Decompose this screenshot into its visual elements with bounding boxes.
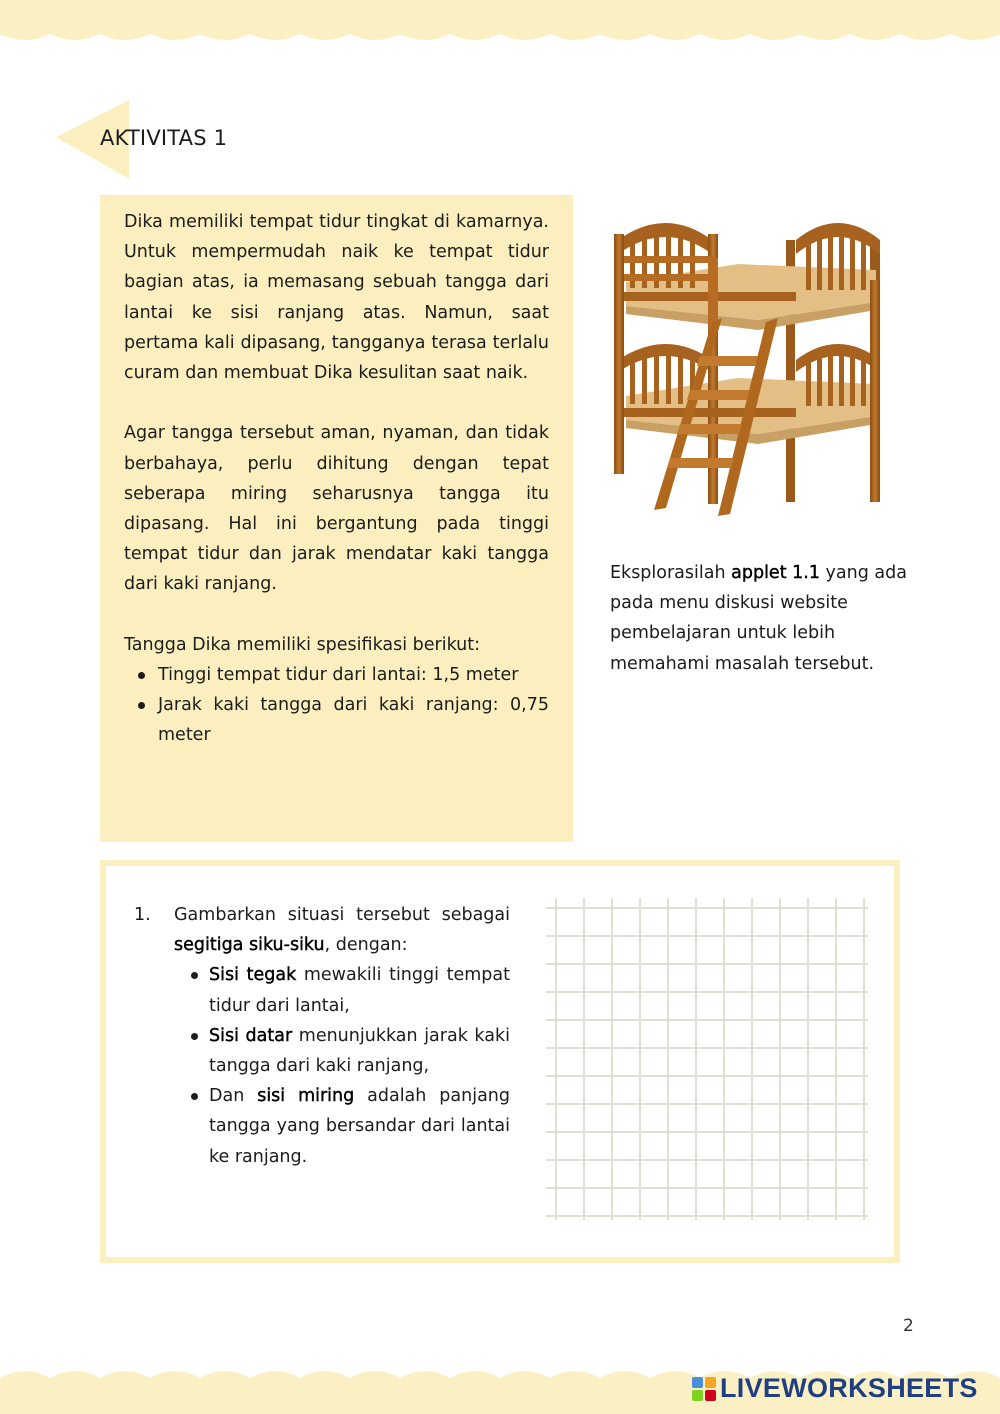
top-wave-border <box>0 0 1000 48</box>
story-paragraph-2: Agar tangga tersebut aman, nyaman, dan tidak berbahaya, perlu dihitung dengan tepat seberapa miring seharusnya tangga itu dipasang. Hal ini bergantung pada tinggi tempat tidur dan jarak mendatar kaki tangga dari kaki ranjang. <box>124 423 549 595</box>
applet-link[interactable]: applet 1.1 <box>731 563 820 583</box>
task-number: 1. <box>134 905 151 925</box>
drawing-grid[interactable] <box>546 898 868 1220</box>
task-intro: Gambarkan situasi tersebut sebagai segitiga siku-siku, dengan: <box>174 905 510 956</box>
brand-name: LIVEWORKSHEETS <box>720 1373 978 1403</box>
spec-list <box>124 660 549 751</box>
story-box <box>100 195 573 842</box>
bunk-bed-illustration <box>608 210 894 526</box>
criteria-vertical-side: Sisi tegak mewakili tinggi tempat tidur dari lantai, <box>209 960 510 1020</box>
activity-heading <box>56 100 356 180</box>
task-box <box>100 860 900 1263</box>
activity-title: AKTIVITAS 1 <box>100 126 228 150</box>
task-1 <box>134 900 510 1172</box>
criteria-horizontal-side: Sisi datar menunjukkan jarak kaki tangga dari kaki ranjang, <box>209 1021 510 1081</box>
spec-intro: Tangga Dika memiliki spesifikasi berikut: <box>124 634 481 655</box>
liveworksheets-icon <box>692 1377 716 1401</box>
page-number: 2 <box>903 1316 914 1336</box>
spec-item-distance: Jarak kaki tangga dari kaki ranjang: 0,75 meter <box>158 690 549 750</box>
applet-note: Eksplorasilah applet 1.1 yang ada pada menu diskusi website pembelajaran untuk lebih memahami masalah tersebut. <box>610 563 907 674</box>
spec-item-height: Tinggi tempat tidur dari lantai: 1,5 meter <box>158 660 549 690</box>
task-criteria-list <box>174 960 510 1171</box>
criteria-hypotenuse: Dan sisi miring adalah panjang tangga yang bersandar dari lantai ke ranjang. <box>209 1081 510 1172</box>
story-paragraph-1: Dika memiliki tempat tidur tingkat di kamarnya. Untuk mempermudah naik ke tempat tidur bagian atas, ia memasang sebuah tangga dari lantai ke sisi ranjang atas. Namun, saat pertama kali dipasang, tangganya terasa terlalu curam dan membuat Dika kesulitan saat naik. <box>124 212 549 384</box>
